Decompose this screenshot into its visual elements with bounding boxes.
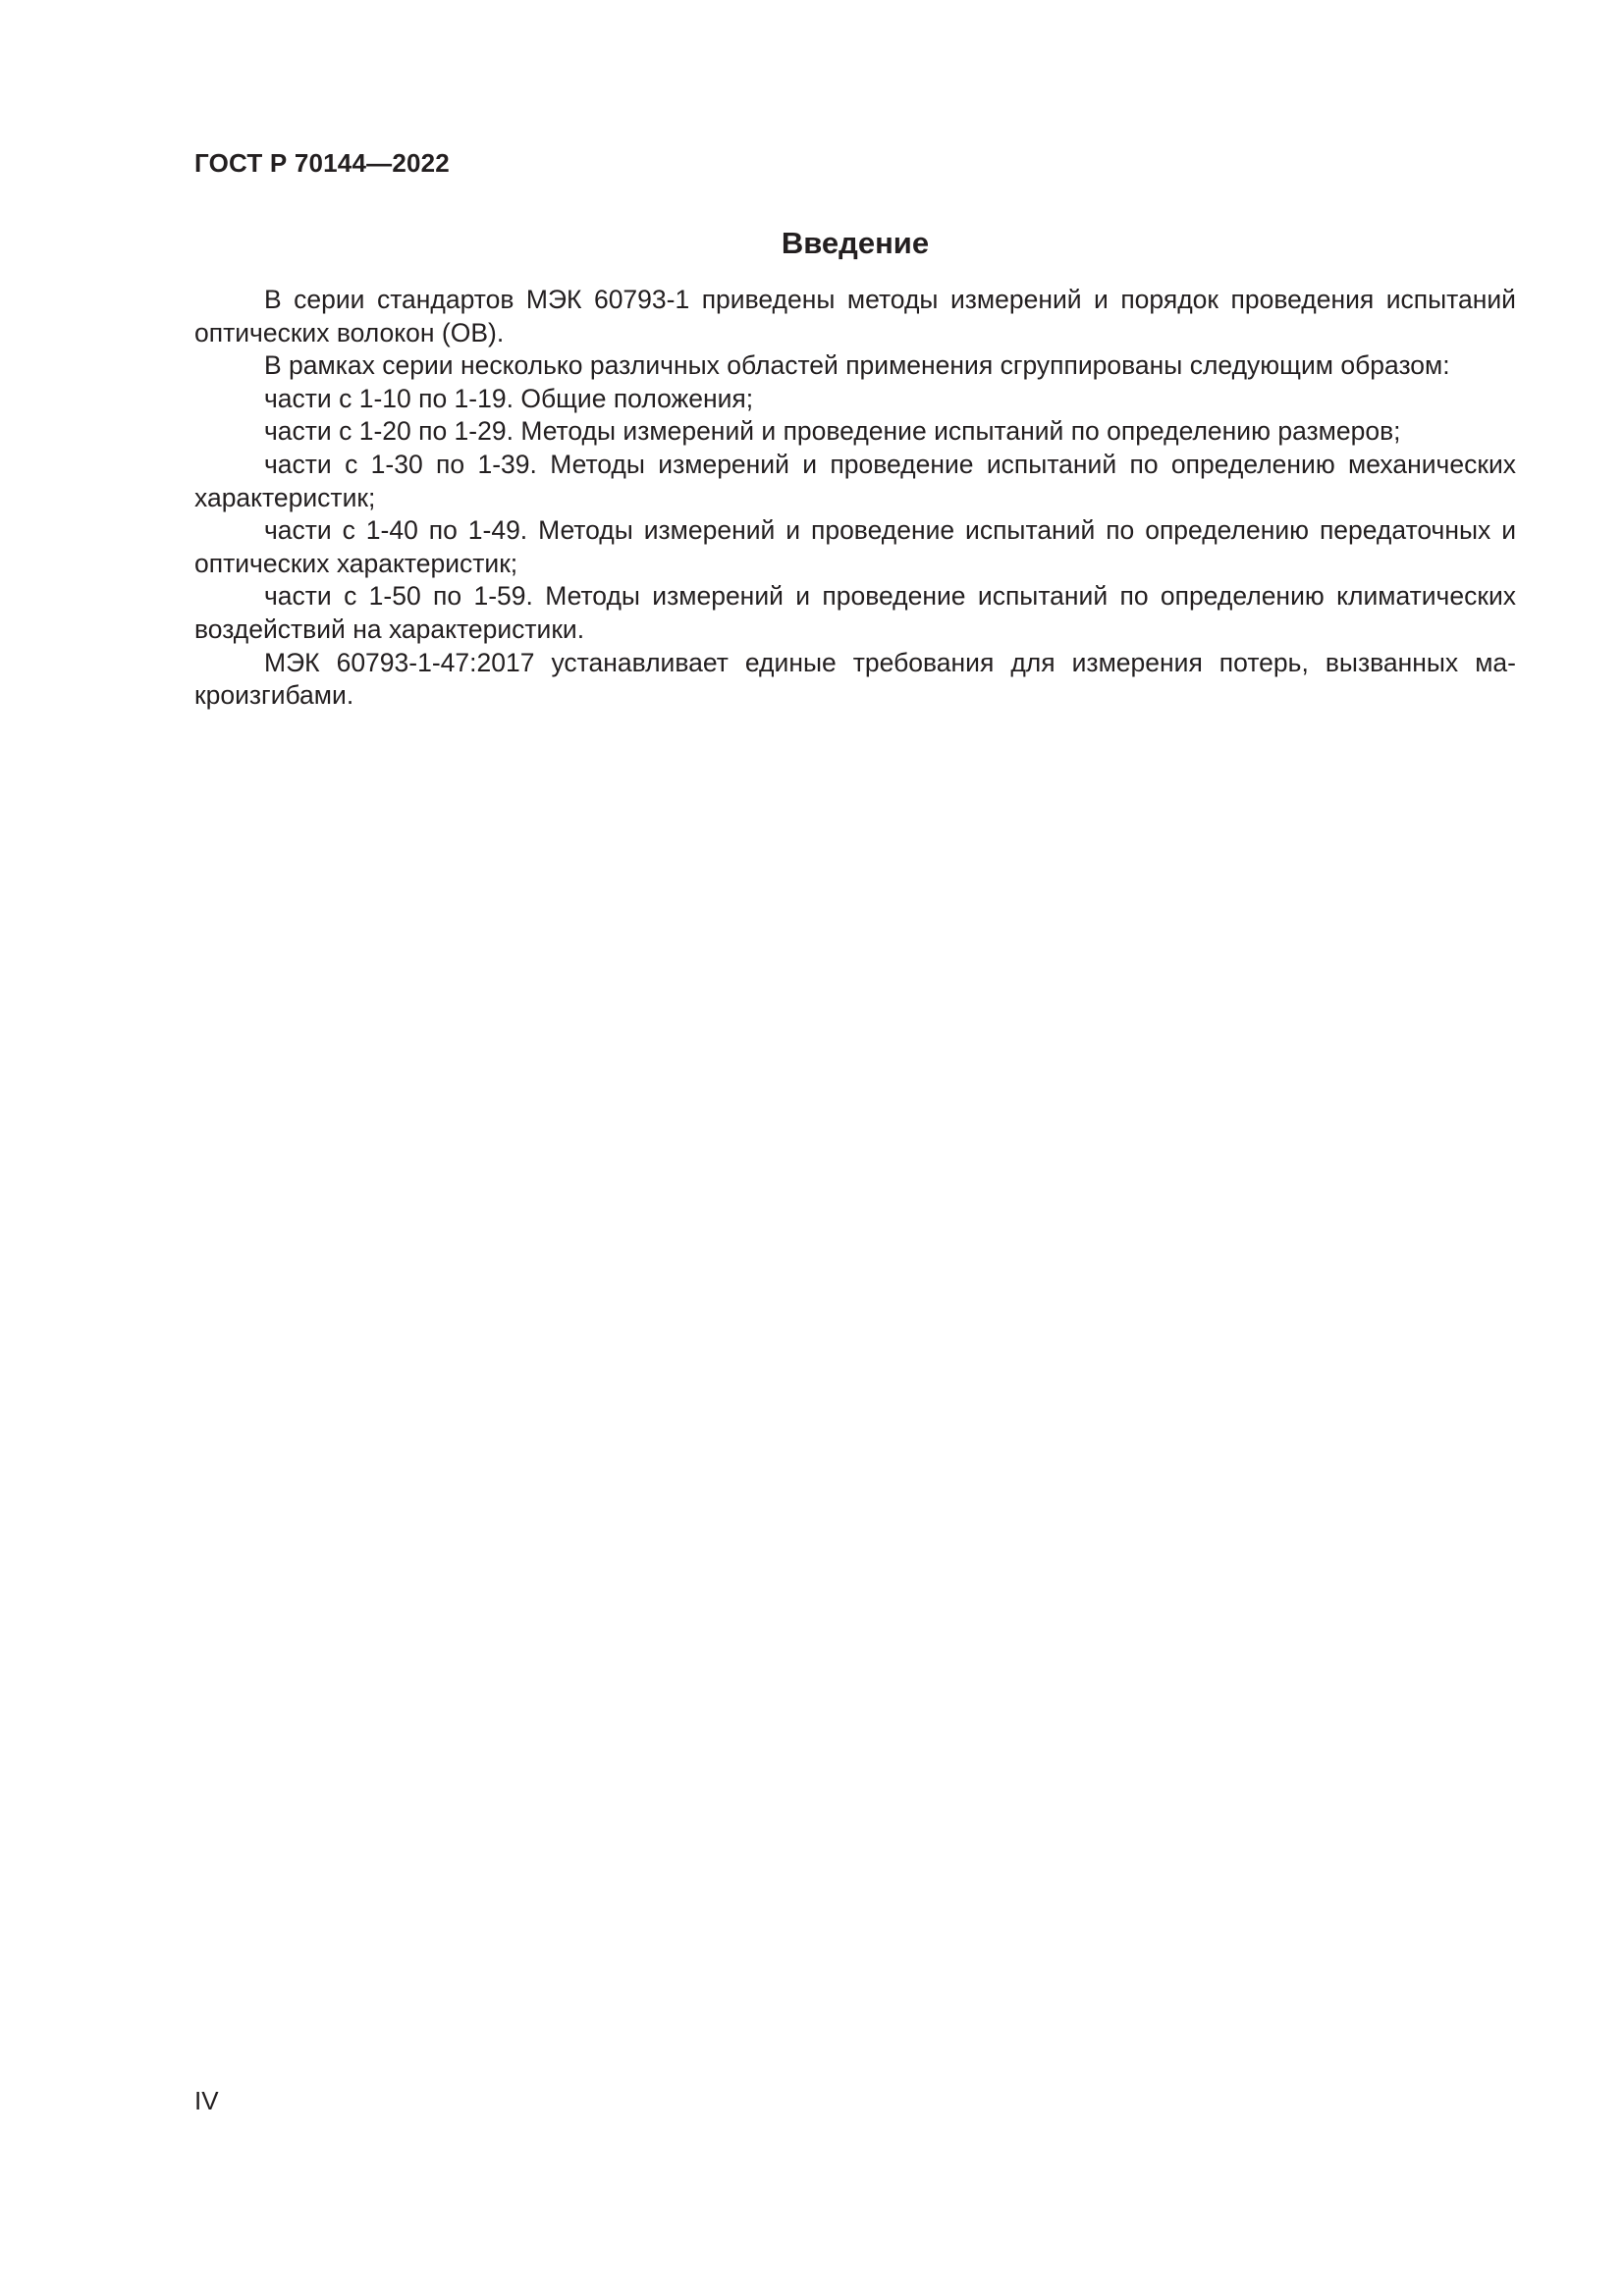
page-number: IV <box>194 2086 219 2115</box>
paragraph: В рамках серии несколько различных областей применения сгруппированы следующим образом: <box>264 350 1450 381</box>
paragraph: части с 1-50 по 1-59. Методы измерений и проведение испытаний по определению климатических воздействий на характеристики. <box>194 581 1516 644</box>
paragraph: В серии стандартов МЭК 60793-1 приведены методы измерений и порядок проведения испытаний оптических волокон (ОВ). <box>194 285 1516 347</box>
document-header: ГОСТ Р 70144—2022 <box>194 148 450 178</box>
body-text <box>194 284 1516 713</box>
paragraph: МЭК 60793-1-47:2017 устанавливает единые требования для измерения потерь, вызванных макроизгибами. <box>194 647 1516 711</box>
paragraph: части с 1-10 по 1-19. Общие положения; <box>264 383 754 413</box>
paragraph: части с 1-30 по 1-39. Методы измерений и проведение испытаний по определению механических характеристик; <box>194 449 1516 512</box>
paragraph: части с 1-20 по 1-29. Методы измерений и проведение испытаний по определению размеров; <box>264 416 1401 447</box>
paragraph: части с 1-40 по 1-49. Методы измерений и проведение испытаний по определению передаточных и оптических характеристик; <box>194 515 1516 578</box>
section-title: Введение <box>781 226 930 260</box>
